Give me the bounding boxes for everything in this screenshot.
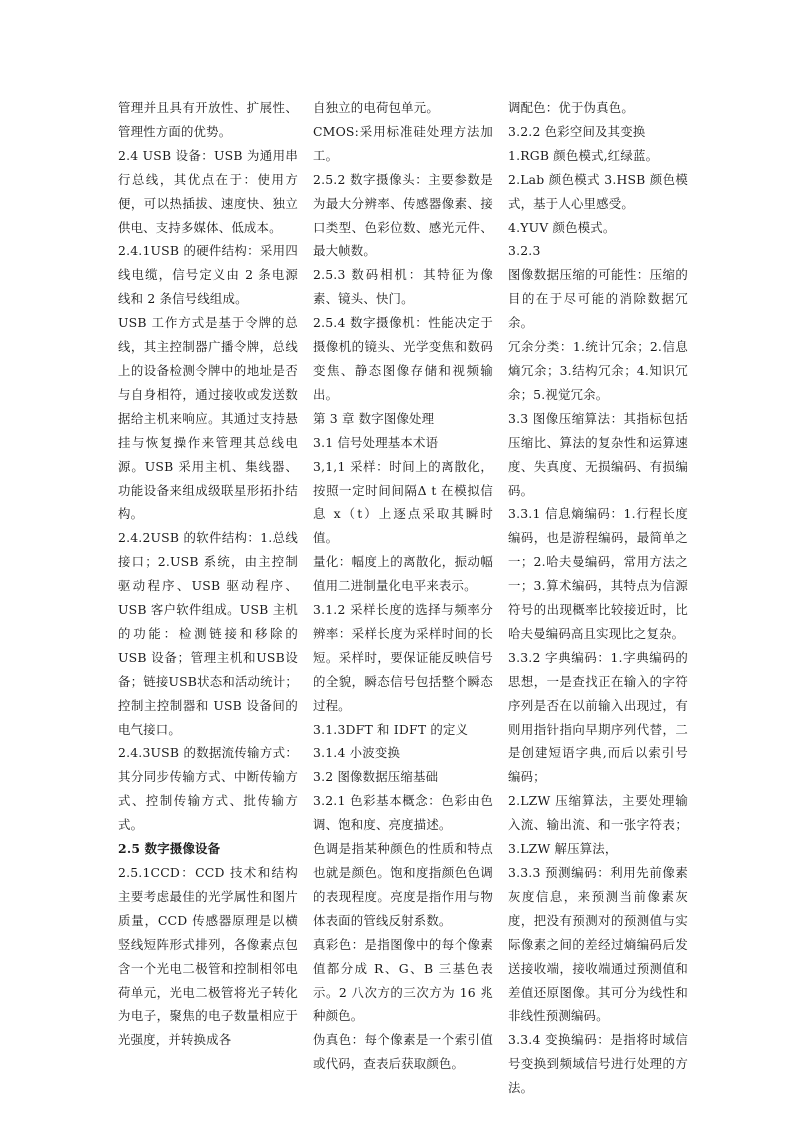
paragraph: 3.1.4 小波变换 xyxy=(313,745,401,761)
paragraph: 管理并且具有开放性、扩展性、管理性方面的优势。 xyxy=(118,100,298,139)
paragraph: 3.3.1 信息熵编码：1.行程长度编码，也是游程编码，最简单之一；2.哈夫曼编码，常用方法之一；3.算术编码，其特点为信源符号的出现概率比较接近时，比哈夫曼编码高且实现比之复杂。 xyxy=(508,506,688,641)
paragraph: 2.Lab 颜色模式 3.HSB 颜色模式，基于人心里感受。 xyxy=(508,171,688,211)
section-heading: 3.2 图像数据压缩基础 xyxy=(313,769,439,785)
paragraph: 3.3.4 变换编码：是指将时域信号变换到频域信号进行处理的方法。 xyxy=(508,1032,688,1096)
paragraph: 3.3 图像压缩算法：其指标包括压缩比、算法的复杂性和运算速度、失真度、无损编码、有损编码。 xyxy=(508,410,688,498)
paragraph: 2.5.3 数码相机：其特征为像素、镜头、快门。 xyxy=(313,267,493,307)
paragraph: 3.1.3DFT 和 IDFT 的定义 xyxy=(313,721,469,737)
paragraph: 2.4.1USB 的硬件结构：采用四线电缆，信号定义由 2 条电源线和 2 条信号线组成。 xyxy=(118,243,298,307)
paragraph: 3.3.3 预测编码：利用先前像素灰度信息，来预测当前像素灰度，把没有预测对的预测值与实际像素之间的差经过熵编码后发送接收端，接收端通过预测值和差值还原图像。其可分为线性和非线性预测编码。 xyxy=(508,865,688,1024)
section-heading: 2.5 数字摄像设备 xyxy=(118,841,221,857)
paragraph: 色调是指某种颜色的性质和特点也就是颜色。饱和度指颜色色调的表现程度。亮度是指作用与物体表面的管线反射系数。 xyxy=(313,841,493,928)
paragraph: 量化：幅度上的离散化，振动幅值用二进制量化电平来表示。 xyxy=(313,554,493,594)
paragraph: 图像数据压缩的可能性：压缩的目的在于尽可能的消除数据冗余。 xyxy=(508,267,688,331)
section-heading: 3.2.2 色彩空间及其变换 xyxy=(508,123,646,139)
paragraph: 2.5.4 数字摄像机：性能决定于摄像机的镜头、光学变焦和数码变焦、静态图像存储和视频输出。 xyxy=(313,315,493,402)
paragraph: 2.LZW 压缩算法，主要处理输入流、输出流、和一张字符表；3.LZW 解压算法， xyxy=(508,793,688,857)
paragraph: 2.4.2USB 的软件结构：1.总线接口；2.USB 系统，由主控制驱动程序、USB 驱动程序、USB 客户软件组成。USB 主机的功能：检测链接和移除的 USB 设备；管理主机和USB设备；链接USB状态和活动统计；控制主控制器和 USB 设备间的电气接口。 xyxy=(118,530,298,737)
paragraph: 真彩色：是指图像中的每个像素值都分成 R、G、B 三基色表示。2 八次方的三次方为 16 兆种颜色。 xyxy=(313,936,493,1024)
text-column-3 xyxy=(508,96,688,1100)
paragraph: 2.4 USB 设备：USB 为通用串行总线，其优点在于：使用方便，可以热插拔、速度快、独立供电、支持多媒体、低成本。 xyxy=(118,147,298,235)
paragraph: 调配色：优于伪真色。 xyxy=(508,100,634,115)
paragraph: 2.5.1CCD：CCD 技术和结构主要考虑最佳的光学属性和图片质量，CCD 传感器原理是以横竖线短阵形式排列，各像素点包含一个光电二极管和控制相邻电荷单元，光电二极管将光子转化为电子，聚焦的电子数量相应于光强度，并转换成各 xyxy=(118,865,298,1048)
paragraph: CMOS:采用标准硅处理方法加工。 xyxy=(313,123,493,163)
paragraph: 3.2.1 色彩基本概念：色彩由色调、饱和度、亮度描述。 xyxy=(313,793,493,833)
paragraph: 伪真色：每个像素是一个索引值或代码，查表后获取颜色。 xyxy=(313,1032,493,1072)
paragraph: 3.1.2 采样长度的选择与频率分辨率：采样长度为采样时间的长短。采样时，要保证能反映信号的全貌，瞬态信号包括整个瞬态过程。 xyxy=(313,602,493,713)
paragraph: 3.1 信号处理基本术语 xyxy=(313,434,439,450)
paragraph: 3,1,1 采样：时间上的离散化，按照一定时间间隔Δ t 在模拟信息 x（t）上逐点采取其瞬时值。 xyxy=(313,458,493,546)
chapter-heading: 第 3 章 数字图像处理 xyxy=(313,410,435,426)
paragraph: 冗余分类：1.统计冗余；2.信息熵冗余；3.结构冗余；4.知识冗余；5.视觉冗余。 xyxy=(508,339,688,402)
text-column-1 xyxy=(118,96,298,1052)
text-column-2 xyxy=(313,96,493,1076)
paragraph: 3.3.2 字典编码：1.字典编码的思想，一是查找正在输入的字符序列是否在以前输入出现过，有则用指针指向早期序列代替，二是创建短语字典,而后以索引号编码； xyxy=(508,649,688,785)
paragraph: 1.RGB 颜色模式,红绿蓝。 xyxy=(508,147,659,163)
paragraph: 4.YUV 颜色模式。 xyxy=(508,219,616,235)
paragraph: 自独立的电荷包单元。 xyxy=(313,100,439,115)
paragraph: 2.5.2 数字摄像头：主要参数是为最大分辨率、传感器像素、接口类型、色彩位数、感光元件、最大帧数。 xyxy=(313,171,493,259)
paragraph: USB 工作方式是基于令牌的总线，其主控制器广播令牌，总线上的设备检测令牌中的地址是否与自身相符，通过接收或发送数据给主机来响应。其通过支持悬挂与恢复操作来管理其总线电源。USB 采用主机、集线器、功能设备来组成级联星形拓扑结构。 xyxy=(118,315,298,522)
section-heading: 3.2.3 xyxy=(508,243,541,259)
paragraph: 2.4.3USB 的数据流传输方式：其分同步传输方式、中断传输方式、控制传输方式、批传输方式。 xyxy=(118,745,298,833)
